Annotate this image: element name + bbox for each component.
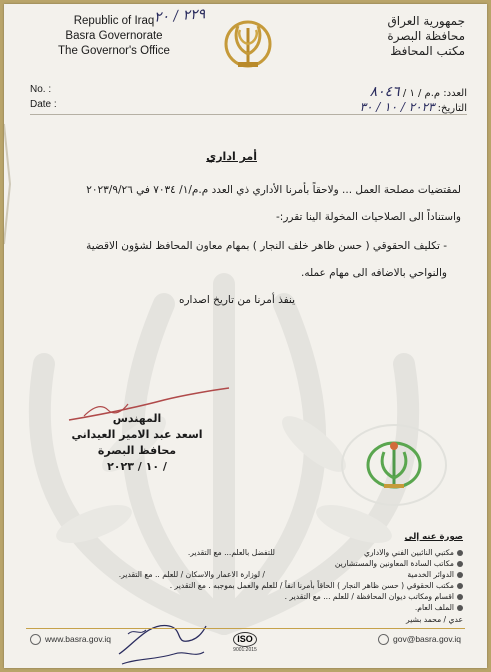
copy-item: مكاتب السادة المعاونين والمستشارين: [335, 559, 463, 568]
bullet-icon: [457, 572, 463, 578]
header-divider: [30, 114, 467, 115]
order-title: أمر اداري: [206, 150, 257, 163]
signature-title: المهندس: [112, 412, 162, 425]
globe-icon: [30, 634, 41, 645]
document-page: [4, 4, 487, 668]
footer-divider: [26, 628, 465, 629]
iso-badge: ISO: [233, 632, 257, 647]
header-en-governorate: Basra Governorate: [65, 30, 163, 42]
ar-number-label: العدد: م.م / ١ /: [402, 88, 467, 99]
handwritten-signature-icon: [114, 614, 209, 668]
body-line-2: واستناداً الى الصلاحيات المخولة الينا تقرر:-: [276, 211, 461, 223]
header-en-country: Republic of Iraq: [73, 15, 155, 27]
copy-note-1: للتفضل بالعلم... مع التقدير.: [187, 548, 275, 557]
header-arabic: [387, 14, 465, 59]
date-label: Date :: [30, 99, 57, 110]
ar-number-row: [370, 84, 467, 100]
ar-date-label: التاريخ:: [437, 103, 467, 114]
body-line-1: لمقتضيات مصلحة العمل ... ولاحقاً بأمرنا الأداري ذي العدد م.م/١/ ٧٠٣٤ في ٢٠٢٣/٩/٢٦: [86, 184, 461, 196]
copy-item: مكتبي النائبين الفني والاداري: [364, 548, 463, 557]
signature-position: محافظ البصرة: [97, 444, 177, 457]
body-line-3: - تكليف الحقوقي ( حسن ظاهر خلف النجار ) بمهام معاون المحافظ لشؤون الاقضية: [86, 240, 447, 252]
copy-note-2: / لوزارة الاعمار والاسكان / للعلم .. مع التقدير.: [118, 570, 265, 579]
copy-item: الملف العام.: [415, 603, 463, 612]
handwritten-note: ٢٢٩ / ٢٠: [153, 6, 206, 26]
ar-date-row: [360, 100, 467, 114]
signature-name: اسعد عبد الامير العيداني: [71, 428, 203, 441]
bullet-icon: [457, 550, 463, 556]
official-seal-icon: [338, 422, 450, 508]
footer-email[interactable]: gov@basra.gov.iq: [378, 634, 461, 645]
bullet-icon: [457, 594, 463, 600]
iso-number: 9001:2015: [233, 647, 257, 653]
signature-date: / ١٠ / ٢٠٢٣: [107, 460, 167, 473]
no-label: No. :: [30, 84, 52, 95]
header-ar-office: مكتب المحافظ: [390, 44, 465, 58]
footer-website[interactable]: www.basra.gov.iq: [30, 634, 111, 645]
body-line-5: ينفذ أمرنا من تاريخ اصداره: [178, 294, 296, 306]
header-en-office: The Governor's Office: [58, 45, 170, 57]
header-ar-country: جمهورية العراق: [387, 14, 465, 28]
iso-certification: [230, 632, 260, 653]
bullet-icon: [457, 561, 463, 567]
typist-initials: عدي / محمد بشير: [406, 615, 463, 624]
body-line-4: والنواحي بالاضافه الى مهام عمله.: [301, 267, 447, 279]
header-ar-governorate: محافظة البصرة: [387, 29, 465, 43]
copy-item: الدوائر الخدمية: [407, 570, 463, 579]
email-icon: [378, 634, 389, 645]
governorate-logo-icon: [222, 14, 274, 70]
copies-title: صورة عنه إلى: [404, 532, 463, 542]
bullet-icon: [457, 583, 463, 589]
ar-date-value: ٢٠٢٣ / ١٠ / ٣٠: [359, 100, 435, 114]
copy-item: اقسام ومكاتب ديوان المحافظة / للعلم ... مع التقدير .: [285, 592, 463, 601]
ar-number-value: ٨٠٤٦: [369, 84, 400, 100]
bullet-icon: [457, 605, 463, 611]
copy-item: مكتب الحقوقي ( حسن ظاهر النجار ) الحاقاً بأمرنا انفاً / للعلم والعمل بموجبه . مع التقدير .: [170, 581, 463, 590]
